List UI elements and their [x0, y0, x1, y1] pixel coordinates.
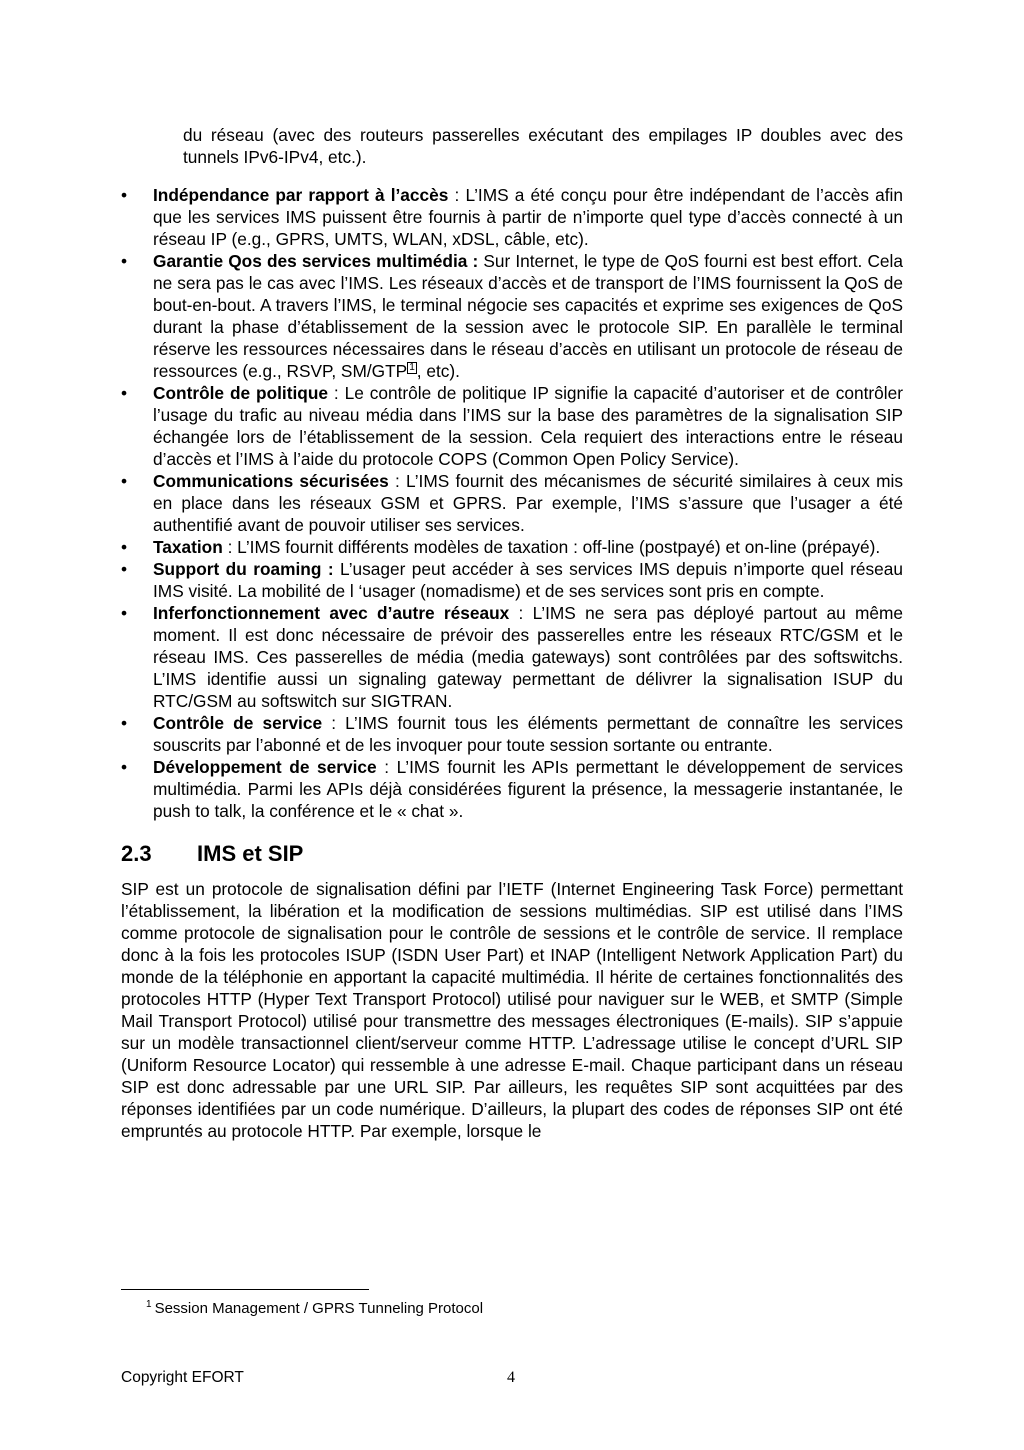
list-item-text: : L’IMS fournit les APIs permettant le développement de services multimédia. Parmi les APIs déjà considérées figurent la présence, la messagerie instantanée, le push to talk, la conférence et le « chat ».: [153, 757, 903, 821]
page-content: [121, 124, 903, 1142]
list-item-text: : L’IMS a été conçu pour être indépendant de l’accès afin que les services IMS puissent être fournis à partir de n’importe quel type d’accès connecté à un réseau IP (e.g., GPRS, UMTS, WLAN, xDSL, câble, etc).: [153, 185, 904, 249]
list-item-term: Taxation: [153, 537, 223, 557]
list-item-text: : L’IMS fournit différents modèles de taxation : off-line (postpayé) et on-line (prépayé).: [222, 537, 881, 557]
section-number: 2.3: [121, 841, 152, 866]
list-item: [121, 712, 903, 756]
footnote-text: Session Management / GPRS Tunneling Protocol: [154, 1300, 484, 1317]
list-item-term: Garantie Qos des services multimédia :: [153, 251, 479, 271]
footer-copyright: Copyright EFORT: [121, 1369, 244, 1386]
bullet-icon: •: [121, 251, 128, 271]
list-item-term: Support du roaming :: [153, 559, 334, 579]
footnote-divider: [121, 1289, 369, 1290]
bullet-icon: •: [121, 471, 128, 491]
footnote-reference-link[interactable]: 1: [409, 362, 415, 374]
list-item-text: : L’IMS ne sera pas déployé partout au même moment. Il est donc nécessaire de prévoir des passerelles entre les réseaux RTC/GSM et le réseau IMS. Ces passerelles de média (media gateways) sont contrôlées par des softswitchs. L’IMS identifie aussi un signaling gateway permettant de délivrer la signalisation ISUP du RTC/GSM au softswitch sur SIGTRAN.: [153, 603, 903, 711]
footnote-number: 1: [146, 1299, 152, 1310]
bullet-icon: •: [121, 713, 128, 733]
bullet-icon: •: [121, 757, 128, 777]
list-item: [121, 558, 903, 602]
list-item: [121, 382, 903, 470]
list-item-text: : L’IMS fournit des mécanismes de sécurité similaires à ceux mis en place dans les réseaux GSM et GPRS. Par exemple, l’IMS s’assure que l’usager a été authentifié avant de pouvoir utiliser ses services.: [153, 471, 903, 535]
feature-list: [121, 184, 903, 822]
bullet-icon: •: [121, 603, 128, 623]
list-item-text: Sur Internet, le type de QoS fourni est best effort. Cela ne sera pas le cas avec l’IMS. Les réseaux d’accès et de transport de l’IMS fournissent la QoS de bout-en-bout. A travers l’IMS, le terminal négocie ses capacités et exprime ses exigences de QoS durant la phase d’établissement de la session avec le protocole SIP. En parallèle le terminal réserve les ressources nécessaires dans le réseau d’accès en utilisant un protocole de réseau de ressources (e.g., RSVP, SM/GTP: [153, 251, 903, 381]
list-item: [121, 250, 903, 382]
list-item-term: Indépendance par rapport à l’accès: [153, 185, 449, 205]
section-title: IMS et SIP: [197, 841, 304, 866]
list-item: [121, 184, 903, 250]
list-item-text: : Le contrôle de politique IP signifie la capacité d’autoriser et de contrôler l’usage du trafic au niveau média dans l’IMS sur la base des paramètres de la signalisation SIP échangée lors de l’établissement de la session. Cela requiert des interactions entre le réseau d’accès et l’IMS à l’aide du protocole COPS (Common Open Policy Service).: [153, 383, 903, 469]
continuation-paragraph: du réseau (avec des routeurs passerelles exécutant des empilages IP doubles avec des tunnels IPv6-IPv4, etc.).: [183, 125, 903, 167]
list-item-text-after: , etc).: [416, 361, 460, 381]
list-item-term: Développement de service: [153, 757, 377, 777]
list-item: [121, 602, 903, 712]
list-item-text: L’usager peut accéder à ses services IMS depuis n’importe quel réseau IMS visité. La mobilité de l ‘usager (nomadisme) et de ses services sont pris en compte.: [153, 559, 903, 601]
bullet-icon: •: [121, 185, 128, 205]
list-item-text: : L’IMS fournit tous les éléments permettant de connaître les services souscrits par l’abonné et de les invoquer pour toute session sortante ou entrante.: [153, 713, 903, 755]
section-body-paragraph: SIP est un protocole de signalisation défini par l’IETF (Internet Engineering Task Force) permettant l’établissement, la libération et la modification de sessions multimédias. SIP est utilisé dans l’IMS comme protocole de signalisation pour le contrôle de sessions et le contrôle de service. Il remplace donc à la fois les protocoles ISUP (ISDN User Part) et INAP (Intelligent Network Application Part) du monde de la téléphonie en apportant la capacité multimédia. Il hérite de certaines fonctionnalités des protocoles HTTP (Hyper Text Transport Protocol) utilisé pour naviguer sur le WEB, et SMTP (Simple Mail Transport Protocol) utilisé pour transmettre des messages électroniques (E-mails). SIP s’appuie sur un modèle transactionnel client/serveur comme HTTP. L’adressage utilise le concept d’URL SIP (Uniform Resource Locator) qui ressemble à une adresse E-mail. Chaque participant dans un réseau SIP est donc adressable par une URL SIP. Par ailleurs, les requêtes SIP sont acquittées par des réponses identifiées par un code numérique. D’ailleurs, la plupart des codes de réponses SIP ont été empruntés au protocole HTTP. Par exemple, lorsque le: [121, 879, 903, 1141]
bullet-icon: •: [121, 559, 128, 579]
list-item: [121, 470, 903, 536]
list-item: [121, 756, 903, 822]
footnote: [146, 1295, 483, 1319]
page-number: 4: [507, 1369, 515, 1386]
bullet-icon: •: [121, 383, 128, 403]
section-heading: [121, 840, 903, 868]
list-item-term: Contrôle de service: [153, 713, 323, 733]
list-item-term: Inferfonctionnement avec d’autre réseaux: [153, 603, 510, 623]
list-item: [121, 536, 903, 558]
bullet-icon: •: [121, 537, 128, 557]
list-item-term: Communications sécurisées: [153, 471, 389, 491]
list-item-term: Contrôle de politique: [153, 383, 329, 403]
